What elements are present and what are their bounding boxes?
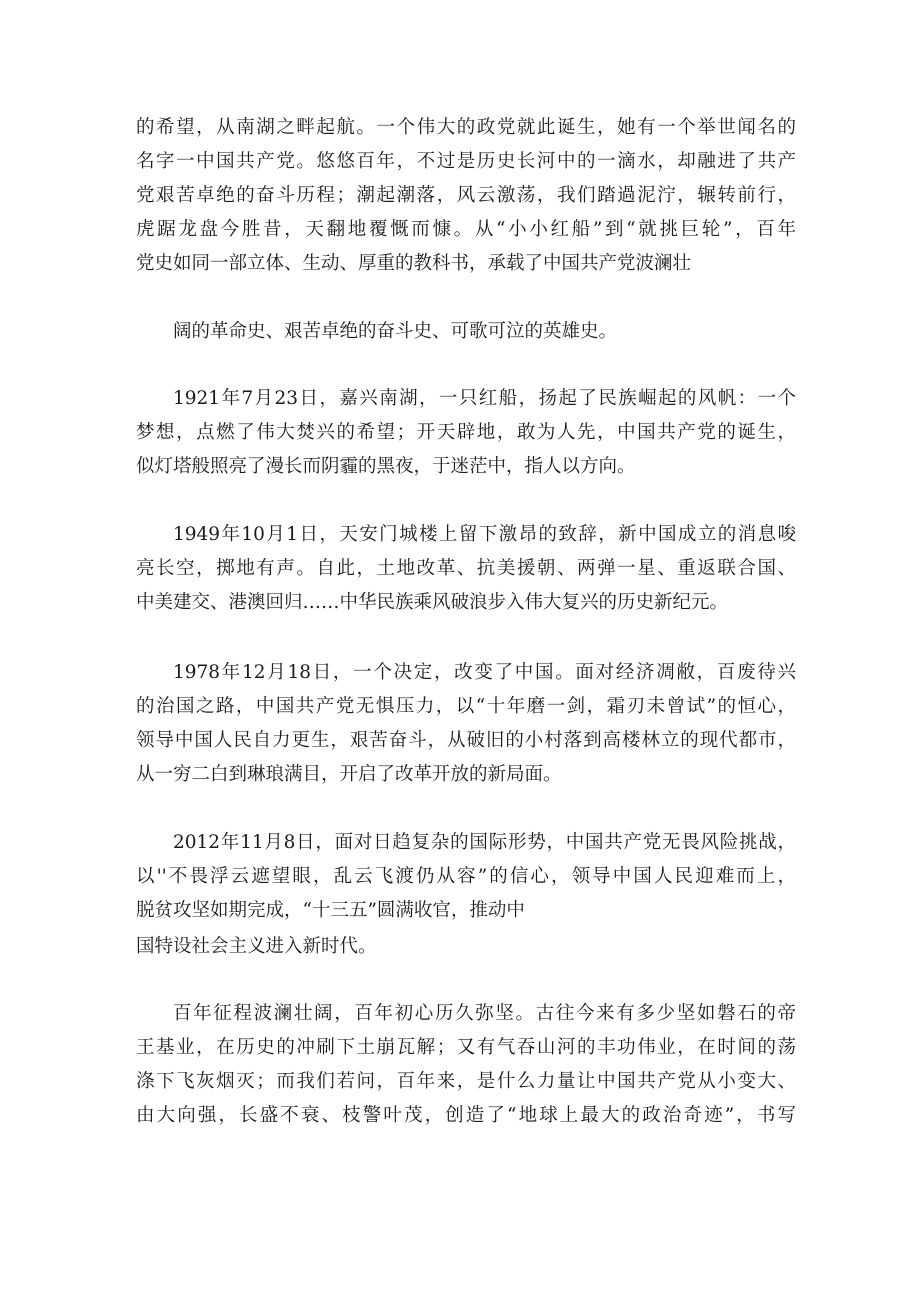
- text-line: 百年征程波澜壮阔，百年初心历久弥坚。古往今来有多少坚如磐石的帝: [173, 1003, 796, 1024]
- text-line: 似灯塔般照亮了漫长而阴霾的黑夜，于迷茫中，指人以方向。: [136, 456, 636, 477]
- text-line: 国特设社会主义进入新时代。: [136, 936, 377, 957]
- paragraph-1: [136, 111, 796, 281]
- text-line: 阔的革命史、艰苦卓绝的奋斗史、可歌可泣的英雄史。: [173, 321, 618, 342]
- text-line: 1921年7月23日，嘉兴南湖，一只红船，扬起了民族崛起的风帆：一个: [173, 388, 796, 409]
- paragraph-7: [136, 930, 796, 964]
- text-line: 党艰苦卓绝的奋斗历程；潮起潮落，风云激荡，我们踏過泥泞，辗转前行，: [136, 185, 796, 206]
- paragraph-6: [136, 826, 796, 928]
- text-line: 中美建交、港澳回归……中华民族乘风破浪步入伟大复兴的历史新纪元。: [136, 592, 729, 613]
- text-line: 虎踞龙盘今胜昔，天翻地覆慨而慷。从“小小红船”到“就挑巨轮”，百年: [136, 219, 796, 240]
- paragraph-5: [136, 656, 796, 792]
- paragraph-8: [136, 997, 796, 1133]
- text-line: 涤下飞灰烟灭；而我们若问，百年来，是什么力量让中国共产党从小变大、: [136, 1071, 796, 1092]
- text-line: 2012年11月8日，面对日趋复杂的国际形势，中国共产党无畏风险挑战，: [173, 832, 796, 853]
- paragraph-4: [136, 518, 796, 620]
- text-line: 1978年12月18日，一个决定，改变了中国。面对经济凋敝，百废待兴: [173, 662, 796, 683]
- text-line: 王基业，在历史的冲刷下土崩瓦解；又有气吞山河的丰功伟业，在时间的荡: [136, 1037, 796, 1058]
- text-line: 的治国之路，中国共产党无惧压力，以“十年磨一剑，霜刃未曾试”的恒心，: [136, 696, 796, 717]
- text-line: 由大向强，长盛不衰、枝警叶茂，创造了“地球上最大的政治奇迹”，书写: [136, 1105, 796, 1126]
- text-line: 名字一中国共产党。悠悠百年，不过是历史长河中的一滴水，却融进了共产: [136, 151, 796, 172]
- text-line: 的希望，从南湖之畔起航。一个伟大的政党就此诞生，她有一个举世闻名的: [136, 117, 796, 138]
- paragraph-3: [136, 382, 796, 484]
- text-line: 亮长空，掷地有声。自此，土地改革、抗美援朝、两弹一星、重返联合国、: [136, 558, 796, 579]
- text-line: 领导中国人民自力更生，艰苦奋斗，从破旧的小村落到高楼林立的现代都市，: [136, 730, 796, 751]
- text-line: 以''不畏浮云遮望眼，乱云飞渡仍从容”的信心，领导中国人民迎难而上，: [136, 866, 796, 887]
- text-line: 党史如同一部立体、生动、厚重的教科书，承载了中国共产党波澜壮: [136, 253, 692, 274]
- paragraph-2: [136, 315, 796, 349]
- text-line: 从一穷二白到琳琅满目，开启了改革开放的新局面。: [136, 764, 562, 785]
- text-line: 1949年10月1日，天安门城楼上留下激昂的致辞，新中国成立的消息唆: [173, 524, 796, 545]
- text-line: 脱贫攻坚如期完成，“十三五”圆满收官，推动中: [136, 900, 525, 921]
- text-line: 梦想，点燃了伟大焚兴的希望；开天辟地，敢为人先，中国共产党的诞生，: [136, 422, 796, 443]
